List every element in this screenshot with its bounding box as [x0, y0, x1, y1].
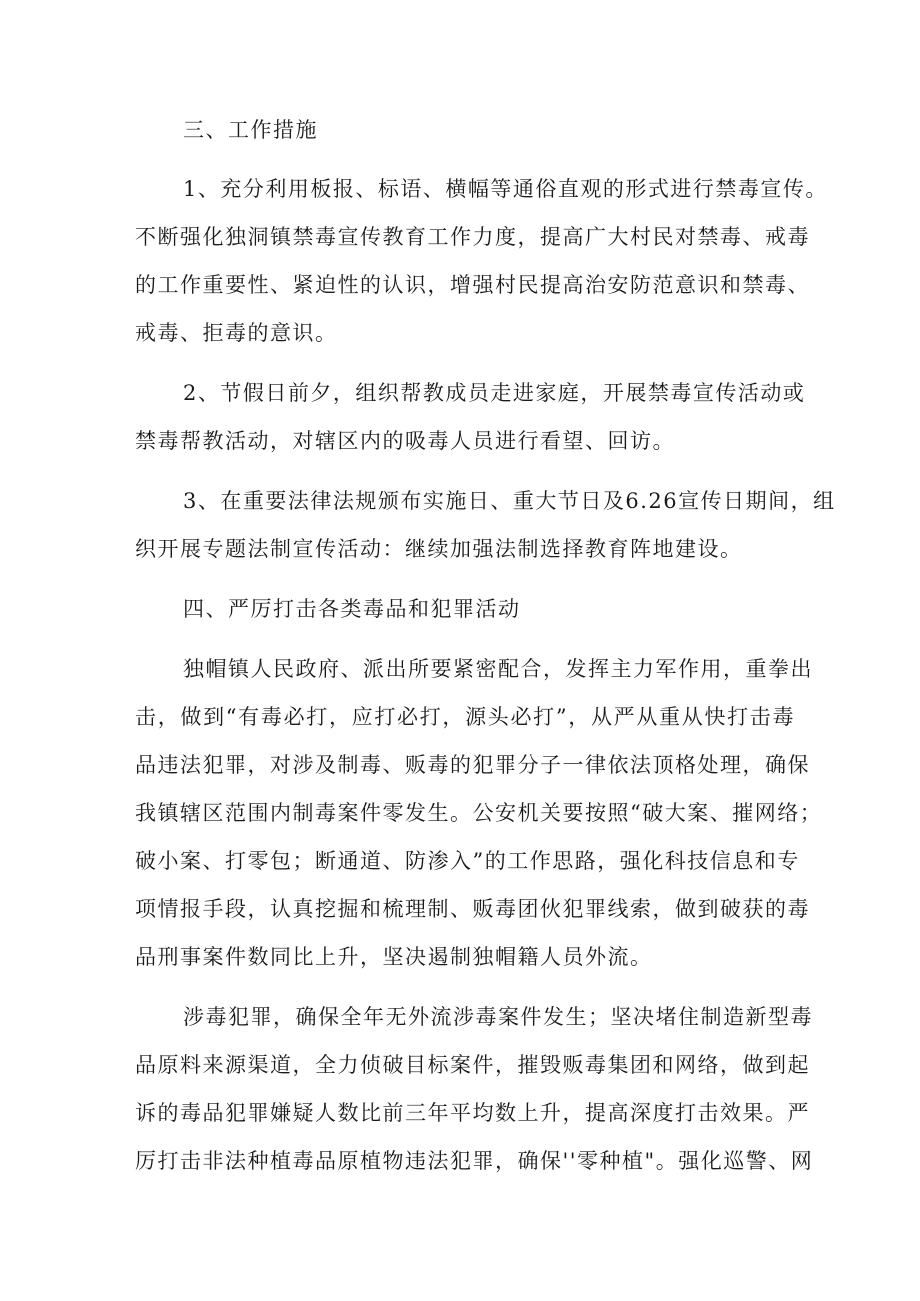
paragraph-3-line-1: 3、在重要法律法规颁布实施日、重大节日及6.26宣传日期间，组	[183, 489, 836, 513]
paragraph-5-line-2: 品原料来源渠道，全力侦破目标案件，摧毁贩毒集团和网络，做到起	[135, 1053, 810, 1077]
paragraph-1-line-4: 戒毒、拒毒的意识。	[135, 321, 338, 345]
paragraph-4-line-6: 项情报手段，认真挖掘和梳理制、贩毒团伙犯罪线索，做到破获的毒	[135, 897, 810, 921]
paragraph-1-line-1: 1、充分利用板报、标语、横幅等通俗直观的形式进行禁毒宣传。	[183, 177, 828, 201]
paragraph-2-line-2: 禁毒帮教活动，对辖区内的吸毒人员进行看望、回访。	[135, 429, 675, 453]
paragraph-5-line-1: 涉毒犯罪，确保全年无外流涉毒案件发生；坚决堵住制造新型毒	[183, 1005, 813, 1029]
paragraph-4-line-4: 我镇辖区范围内制毒案件零发生。公安机关要按照“破大案、摧网络；	[135, 801, 823, 825]
paragraph-4-line-1: 独帽镇人民政府、派出所要紧密配合，发挥主力军作用，重拳出	[183, 657, 813, 681]
paragraph-4-line-7: 品刑事案件数同比上升，坚决遏制独帽籍人员外流。	[135, 945, 653, 969]
paragraph-2-line-1: 2、节假日前夕，组织帮教成员走进家庭，开展禁毒宣传活动或	[183, 381, 806, 405]
paragraph-5-line-4: 厉打击非法种植毒品原植物违法犯罪，确保''零种植"。强化巡警、网	[135, 1149, 814, 1173]
section-heading-4: 四、严厉打击各类毒品和犯罪活动	[183, 597, 521, 621]
paragraph-3-line-2: 织开展专题法制宣传活动：继续加强法制选择教育阵地建设。	[135, 537, 743, 561]
paragraph-1-line-2: 不断强化独洞镇禁毒宣传教育工作力度，提高广大村民对禁毒、戒毒	[135, 225, 810, 249]
paragraph-4-line-2: 击，做到“有毒必打，应打必打，源头必打”，从严从重从快打击毒	[135, 705, 795, 729]
paragraph-1-line-3: 的工作重要性、紧迫性的认识，增强村民提高治安防范意识和禁毒、	[135, 273, 810, 297]
section-heading-3: 三、工作措施	[183, 118, 318, 142]
paragraph-4-line-3: 品违法犯罪，对涉及制毒、贩毒的犯罪分子一律依法顶格处理，确保	[135, 753, 810, 777]
paragraph-5-line-3: 诉的毒品犯罪嫌疑人数比前三年平均数上升，提高深度打击效果。严	[135, 1101, 810, 1125]
paragraph-4-line-5: 破小案、打零包；断通道、防渗入”的工作思路，强化科技信息和专	[135, 849, 800, 873]
